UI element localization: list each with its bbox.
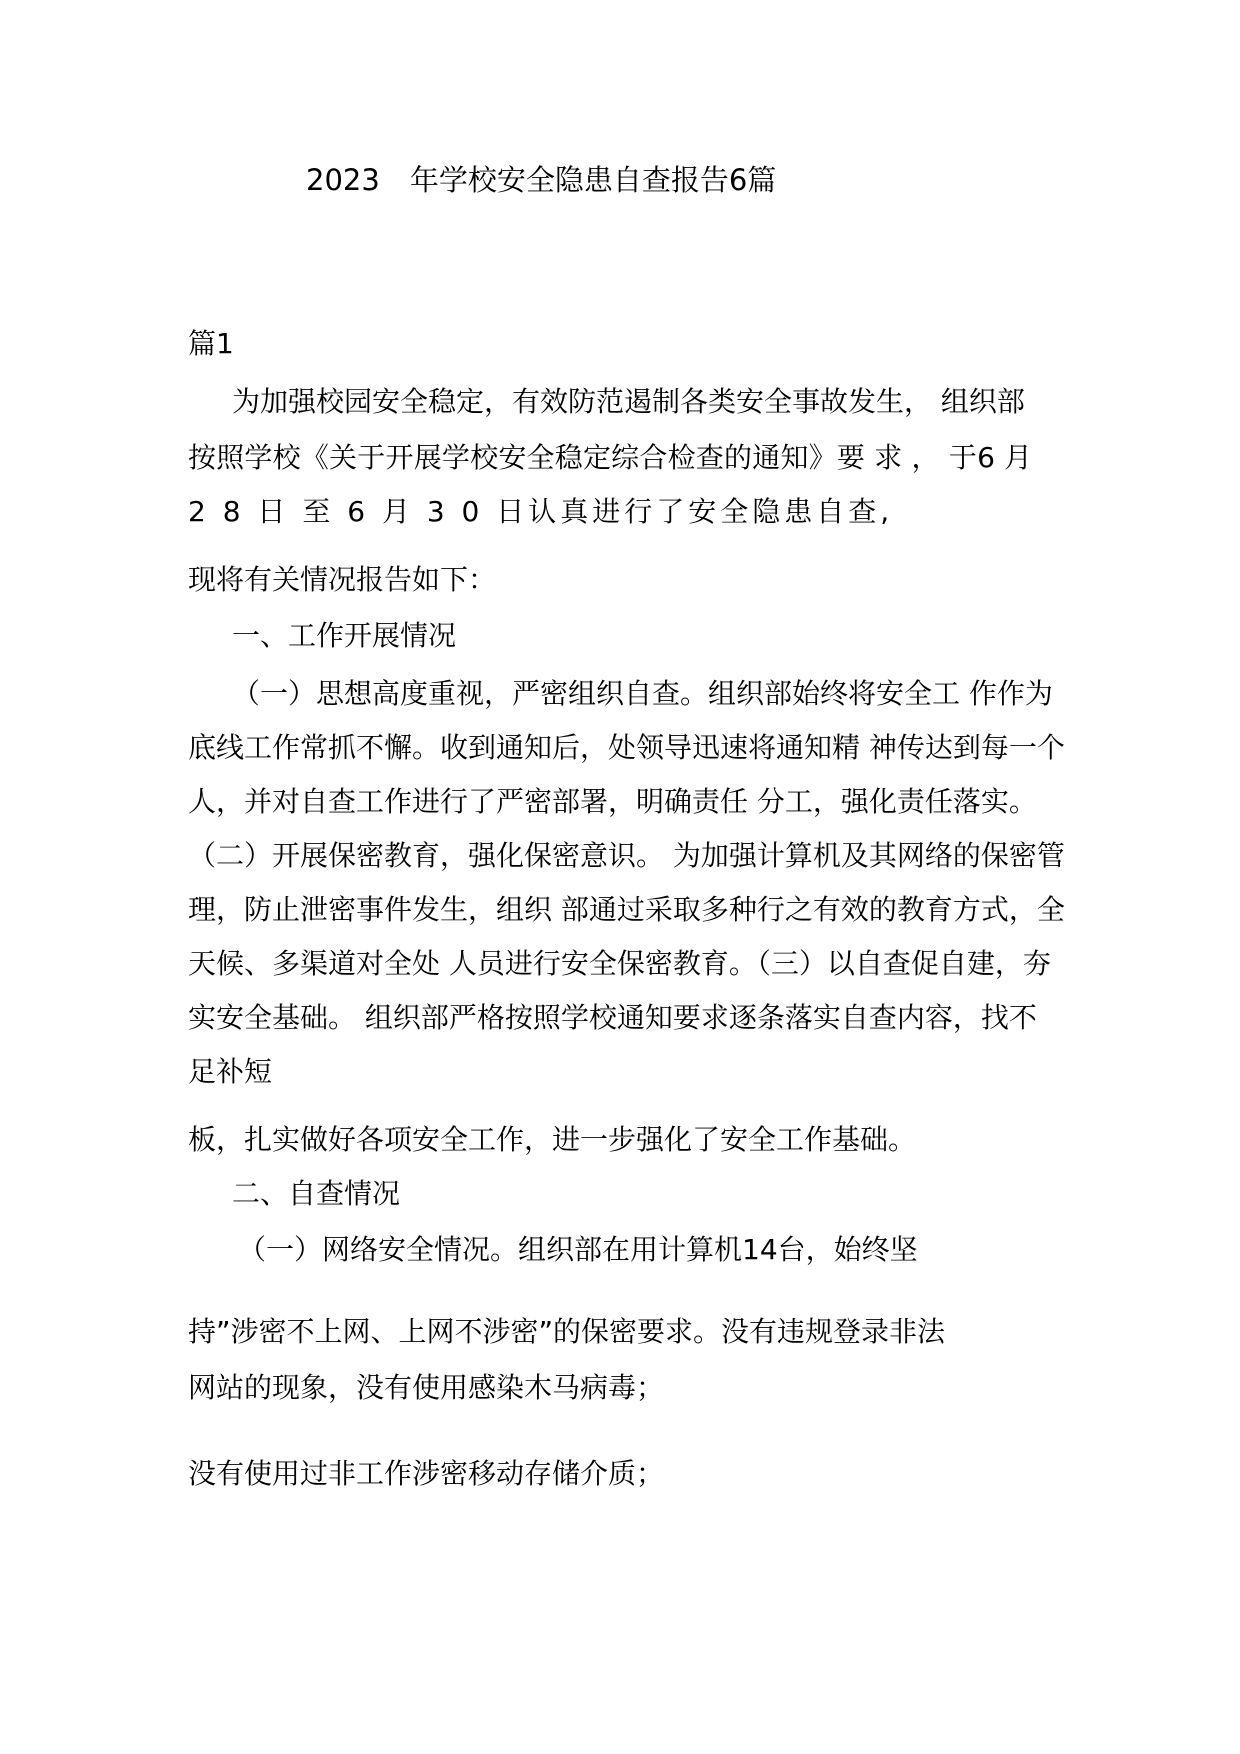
paragraph-line: 底线工作常抓不懈。收到通知后，处领导迅速将通知精 神传达到每一个 xyxy=(188,731,1065,764)
paragraph-line: 没有使用过非工作涉密移动存储介质； xyxy=(188,1457,665,1490)
section-label: 篇1 xyxy=(188,327,234,360)
title-year: 2023 xyxy=(306,163,380,197)
document-title xyxy=(306,162,776,198)
paragraph-line: 足补短 xyxy=(188,1055,273,1088)
paragraph-text: 按照学校《关于开展学校安全稳定综合检查的通知》要 求 ， 于6 月 xyxy=(188,441,1032,474)
section-heading: 一、工作开展情况 xyxy=(232,619,457,652)
paragraph-text: 为加强校园安全稳定，有效防范遏制各类安全事故发生， 组织部 xyxy=(232,385,1025,418)
paragraph-line: 实安全基础。 组织部严格按照学校通知要求逐条落实自查内容，找不 xyxy=(188,1001,1037,1034)
paragraph-line xyxy=(232,384,1032,420)
paragraph-text: 2 8 日 至 6 月 3 0 日认真进行了安全隐患自查, xyxy=(188,495,894,528)
paragraph-line: 持”涉密不上网、上网不涉密”的保密要求。没有违规登录非法 xyxy=(188,1315,946,1348)
paragraph-line: 现将有关情况报告如下： xyxy=(188,563,497,596)
title-text: 年学校安全隐患自查报告6篇 xyxy=(409,163,777,197)
paragraph-line: 板，扎实做好各项安全工作，进一步强化了安全工作基础。 xyxy=(188,1123,917,1156)
paragraph-line: （一）思想高度重视，严密组织自查。组织部始终将安全工 作作为 xyxy=(232,677,1053,710)
paragraph-line: 网站的现象，没有使用感染木马病毒； xyxy=(188,1371,665,1404)
paragraph-line: 人，并对自查工作进行了严密部署，明确责任 分工，强化责任落实。 xyxy=(188,785,1037,818)
section-heading: 二、自查情况 xyxy=(232,1177,401,1210)
paragraph-line xyxy=(188,494,893,530)
paragraph-line xyxy=(188,440,1032,476)
paragraph-line: （二）开展保密教育，强化保密意识。 为加强计算机及其网络的保密管 xyxy=(188,839,1065,872)
paragraph-line: （一）网络安全情况。组织部在用计算机14台，始终坚 xyxy=(238,1233,918,1266)
paragraph-line: 天候、多渠道对全处 人员进行安全保密教育。（三）以自查促自建，夯 xyxy=(188,947,1051,980)
paragraph-line: 理，防止泄密事件发生，组织 部通过采取多种行之有效的教育方式，全 xyxy=(188,893,1065,926)
